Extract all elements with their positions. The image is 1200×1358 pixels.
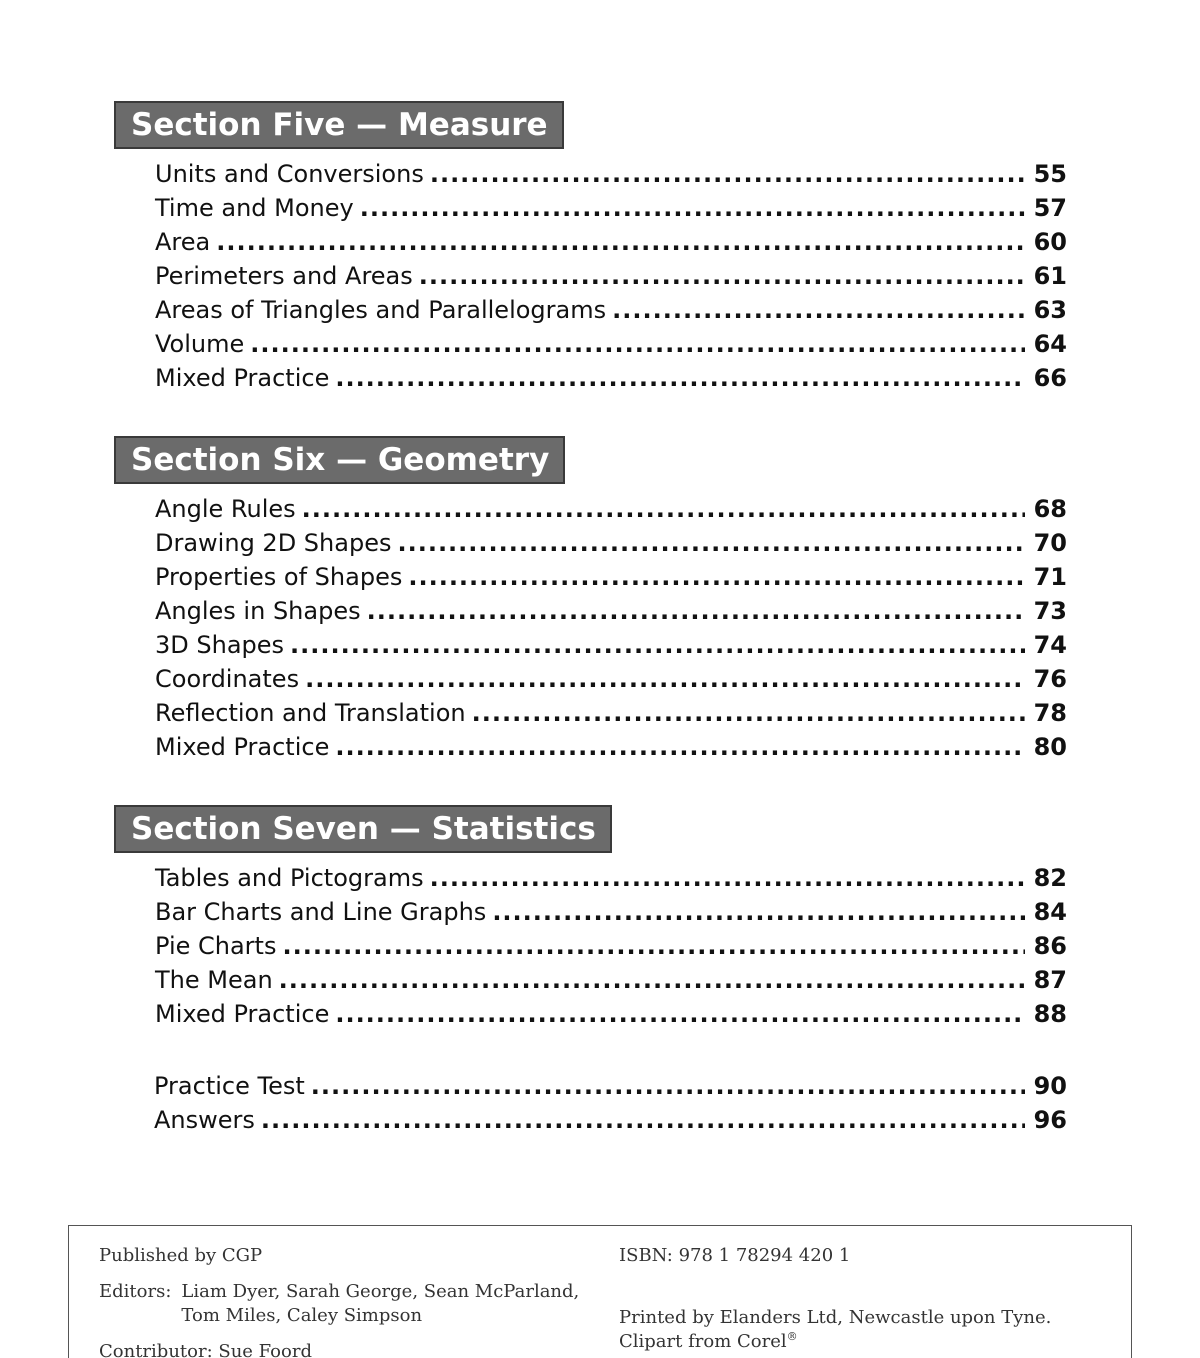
editors-names bbox=[181, 1280, 579, 1328]
toc-entry[interactable] bbox=[155, 293, 1067, 327]
toc-entry-title: Pie Charts bbox=[155, 932, 277, 960]
toc-entry[interactable] bbox=[155, 861, 1067, 895]
dot-leader bbox=[302, 492, 1025, 526]
dot-leader bbox=[612, 293, 1025, 327]
toc-entry-title: Practice Test bbox=[154, 1072, 305, 1100]
toc-entry-page: 70 bbox=[1033, 529, 1067, 557]
toc-entry-page: 84 bbox=[1033, 898, 1067, 926]
toc-entry-title: Units and Conversions bbox=[155, 160, 424, 188]
toc-entry-title: Mixed Practice bbox=[155, 364, 330, 392]
toc-entry[interactable] bbox=[155, 997, 1067, 1031]
toc-entry[interactable] bbox=[155, 191, 1067, 225]
editors-line: Tom Miles, Caley Simpson bbox=[181, 1305, 423, 1326]
toc-entry-title: Mixed Practice bbox=[155, 733, 330, 761]
toc-entry-page: 87 bbox=[1033, 966, 1067, 994]
dot-leader bbox=[216, 225, 1025, 259]
toc-entry-page: 82 bbox=[1033, 864, 1067, 892]
toc-entry[interactable] bbox=[155, 327, 1067, 361]
dot-leader bbox=[282, 929, 1025, 963]
imprint-left-column bbox=[99, 1244, 579, 1358]
section-seven-list bbox=[155, 861, 1067, 1031]
registered-mark: ® bbox=[786, 1330, 798, 1343]
toc-entry-page: 60 bbox=[1033, 228, 1067, 256]
dot-leader bbox=[430, 157, 1025, 191]
published-by: Published by CGP bbox=[99, 1245, 263, 1266]
section-seven-heading: Section Seven — Statistics bbox=[114, 805, 612, 853]
toc-entry-title: Angles in Shapes bbox=[155, 597, 361, 625]
toc-entry[interactable] bbox=[155, 157, 1067, 191]
toc-entry-page: 86 bbox=[1033, 932, 1067, 960]
dot-leader bbox=[335, 730, 1025, 764]
dot-leader bbox=[430, 861, 1025, 895]
toc-entry-page: 64 bbox=[1033, 330, 1067, 358]
dot-leader bbox=[367, 594, 1025, 628]
toc-entry-title: Tables and Pictograms bbox=[155, 864, 424, 892]
toc-entry-title: Volume bbox=[155, 330, 245, 358]
section-six-heading: Section Six — Geometry bbox=[114, 436, 565, 484]
dot-leader bbox=[290, 628, 1025, 662]
clipart-text: Clipart from Corel bbox=[619, 1331, 787, 1352]
section-five-list bbox=[155, 157, 1067, 395]
toc-entry-page: 90 bbox=[1033, 1072, 1067, 1100]
dot-leader bbox=[397, 526, 1025, 560]
toc-entry-title: Time and Money bbox=[155, 194, 354, 222]
toc-entry-answers[interactable] bbox=[154, 1103, 1067, 1137]
toc-entry-title: Areas of Triangles and Parallelograms bbox=[155, 296, 607, 324]
dot-leader bbox=[279, 963, 1025, 997]
dot-leader bbox=[335, 997, 1025, 1031]
toc-entry[interactable] bbox=[155, 895, 1067, 929]
imprint-box bbox=[68, 1225, 1132, 1358]
imprint-right-column bbox=[619, 1244, 1099, 1354]
toc-entry[interactable] bbox=[155, 696, 1067, 730]
toc-entry-page: 61 bbox=[1033, 262, 1067, 290]
toc-entry[interactable] bbox=[155, 730, 1067, 764]
toc-entry-title: Answers bbox=[154, 1106, 255, 1134]
dot-leader bbox=[360, 191, 1025, 225]
toc-entry-title: 3D Shapes bbox=[155, 631, 285, 659]
toc-entry-page: 55 bbox=[1033, 160, 1067, 188]
dot-leader bbox=[408, 560, 1025, 594]
toc-entry-title: Perimeters and Areas bbox=[155, 262, 413, 290]
toc-entry-title: Reflection and Translation bbox=[155, 699, 466, 727]
toc-entry-title: Properties of Shapes bbox=[155, 563, 403, 591]
toc-entry[interactable] bbox=[155, 594, 1067, 628]
extras-list bbox=[154, 1069, 1067, 1137]
toc-entry[interactable] bbox=[155, 361, 1067, 395]
toc-entry-title: The Mean bbox=[155, 966, 273, 994]
dot-leader bbox=[250, 327, 1025, 361]
toc-entry-page: 78 bbox=[1033, 699, 1067, 727]
toc-entry-page: 71 bbox=[1033, 563, 1067, 591]
toc-entry-title: Drawing 2D Shapes bbox=[155, 529, 392, 557]
toc-entry[interactable] bbox=[155, 225, 1067, 259]
toc-entry[interactable] bbox=[155, 963, 1067, 997]
toc-entry-page: 73 bbox=[1033, 597, 1067, 625]
clipart-credit bbox=[619, 1330, 1099, 1354]
dot-leader bbox=[419, 259, 1025, 293]
isbn: ISBN: 978 1 78294 420 1 bbox=[619, 1245, 851, 1266]
toc-entry-page: 63 bbox=[1033, 296, 1067, 324]
toc-entry-title: Bar Charts and Line Graphs bbox=[155, 898, 487, 926]
toc-entry[interactable] bbox=[155, 560, 1067, 594]
editors-line: Liam Dyer, Sarah George, Sean McParland, bbox=[181, 1281, 580, 1302]
printed-by: Printed by Elanders Ltd, Newcastle upon Tyne. bbox=[619, 1307, 1052, 1328]
dot-leader bbox=[472, 696, 1025, 730]
toc-entry-page: 57 bbox=[1033, 194, 1067, 222]
editors bbox=[99, 1280, 579, 1328]
toc-entry[interactable] bbox=[155, 929, 1067, 963]
toc-entry-page: 66 bbox=[1033, 364, 1067, 392]
contributor: Contributor: Sue Foord bbox=[99, 1341, 312, 1358]
toc-entry[interactable] bbox=[155, 492, 1067, 526]
toc-entry-title: Coordinates bbox=[155, 665, 300, 693]
toc-entry-title: Area bbox=[155, 228, 211, 256]
dot-leader bbox=[311, 1069, 1025, 1103]
toc-entry[interactable] bbox=[155, 526, 1067, 560]
section-five-heading: Section Five — Measure bbox=[114, 101, 564, 149]
editors-label: Editors: bbox=[99, 1281, 172, 1302]
dot-leader bbox=[335, 361, 1025, 395]
toc-entry-page: 74 bbox=[1033, 631, 1067, 659]
toc-entry-page: 96 bbox=[1033, 1106, 1067, 1134]
toc-entry[interactable] bbox=[155, 628, 1067, 662]
dot-leader bbox=[261, 1103, 1025, 1137]
toc-entry[interactable] bbox=[155, 662, 1067, 696]
toc-entry-practice-test[interactable] bbox=[154, 1069, 1067, 1103]
toc-entry-page: 76 bbox=[1033, 665, 1067, 693]
toc-entry[interactable] bbox=[155, 259, 1067, 293]
dot-leader bbox=[492, 895, 1025, 929]
dot-leader bbox=[305, 662, 1025, 696]
toc-entry-page: 68 bbox=[1033, 495, 1067, 523]
toc-entry-title: Angle Rules bbox=[155, 495, 296, 523]
section-six-list bbox=[155, 492, 1067, 764]
toc-entry-page: 80 bbox=[1033, 733, 1067, 761]
toc-entry-title: Mixed Practice bbox=[155, 1000, 330, 1028]
toc-entry-page: 88 bbox=[1033, 1000, 1067, 1028]
